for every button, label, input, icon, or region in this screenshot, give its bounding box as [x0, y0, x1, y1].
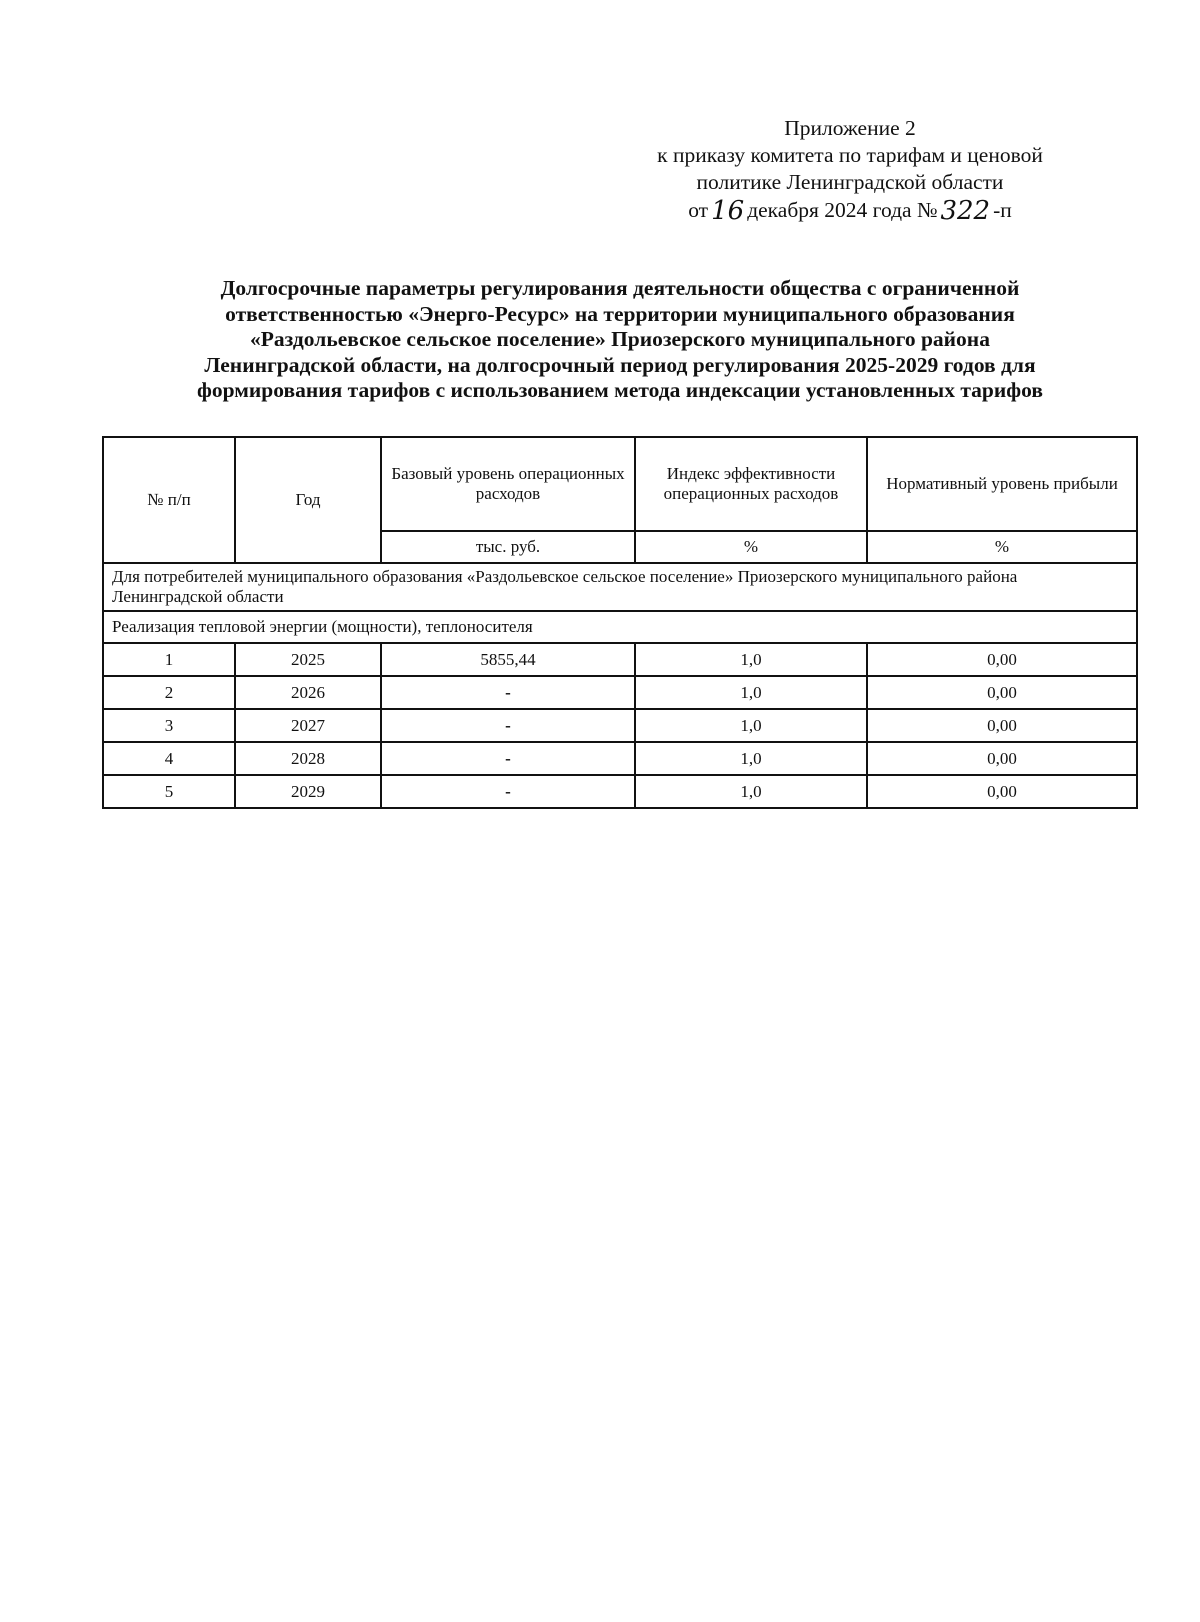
- cell-efficiency-index: 1,0: [635, 676, 867, 709]
- title-line: Ленинградской области, на долгосрочный период регулирования 2025-2029 годов для: [204, 352, 1036, 377]
- cell-number: 4: [103, 742, 235, 775]
- cell-base-opex: 5855,44: [381, 643, 635, 676]
- cell-number: 3: [103, 709, 235, 742]
- annex-date-middle: декабря 2024 года №: [747, 198, 938, 222]
- group-activity-row: [103, 611, 1137, 643]
- cell-efficiency-index: 1,0: [635, 643, 867, 676]
- table-row: [103, 676, 1137, 709]
- group-consumers: Для потребителей муниципального образования «Раздольевское сельское поселение» Приозерского муниципального района Ленинградской области: [103, 563, 1137, 611]
- cell-normative-profit: 0,00: [867, 643, 1137, 676]
- cell-year: 2029: [235, 775, 381, 808]
- cell-number: 2: [103, 676, 235, 709]
- group-consumers-row: [103, 563, 1137, 611]
- title-line: «Раздольевское сельское поселение» Приозерского муниципального района: [250, 327, 990, 351]
- header-year: Год: [235, 437, 381, 563]
- document-title: [100, 276, 1140, 404]
- unit-base-opex: тыс. руб.: [381, 531, 635, 563]
- cell-normative-profit: 0,00: [867, 676, 1137, 709]
- table-row: [103, 742, 1137, 775]
- annex-committee: политике Ленинградской области: [696, 170, 1004, 194]
- handwritten-number: 322: [940, 196, 991, 226]
- cell-normative-profit: 0,00: [867, 742, 1137, 775]
- cell-year: 2028: [235, 742, 381, 775]
- annex-date-suffix: -п: [993, 198, 1012, 222]
- table-header-row: [103, 437, 1137, 531]
- annex-order-ref: к приказу комитета по тарифам и ценовой: [657, 143, 1043, 167]
- header-efficiency-index: Индекс эффективности операционных расходов: [635, 437, 867, 531]
- table-row: [103, 775, 1137, 808]
- cell-efficiency-index: 1,0: [635, 709, 867, 742]
- header-number: № п/п: [103, 437, 235, 563]
- table-row: [103, 709, 1137, 742]
- cell-year: 2027: [235, 709, 381, 742]
- cell-efficiency-index: 1,0: [635, 775, 867, 808]
- annex-block: [560, 115, 1140, 224]
- cell-number: 1: [103, 643, 235, 676]
- header-base-opex: Базовый уровень операционных расходов: [381, 437, 635, 531]
- header-normative-profit: Нормативный уровень прибыли: [867, 437, 1137, 531]
- annex-date-prefix: от: [688, 198, 709, 222]
- cell-year: 2025: [235, 643, 381, 676]
- handwritten-day: 16: [711, 196, 745, 226]
- cell-normative-profit: 0,00: [867, 709, 1137, 742]
- annex-date-line: [560, 196, 1140, 224]
- annex-title: Приложение 2: [784, 116, 916, 140]
- title-line: ответственностью «Энерго-Ресурс» на территории муниципального образования: [225, 301, 1015, 326]
- unit-normative-profit: %: [867, 531, 1137, 563]
- cell-number: 5: [103, 775, 235, 808]
- cell-year: 2026: [235, 676, 381, 709]
- cell-base-opex: -: [381, 676, 635, 709]
- cell-normative-profit: 0,00: [867, 775, 1137, 808]
- table-row: [103, 643, 1137, 676]
- title-line: Долгосрочные параметры регулирования деятельности общества с ограниченной: [220, 276, 1020, 300]
- group-activity: Реализация тепловой энергии (мощности), теплоносителя: [103, 611, 1137, 643]
- cell-base-opex: -: [381, 709, 635, 742]
- title-line: формирования тарифов с использованием метода индексации установленных тарифов: [197, 378, 1043, 402]
- cell-base-opex: -: [381, 742, 635, 775]
- cell-base-opex: -: [381, 775, 635, 808]
- parameters-table: [102, 436, 1138, 809]
- unit-efficiency-index: %: [635, 531, 867, 563]
- cell-efficiency-index: 1,0: [635, 742, 867, 775]
